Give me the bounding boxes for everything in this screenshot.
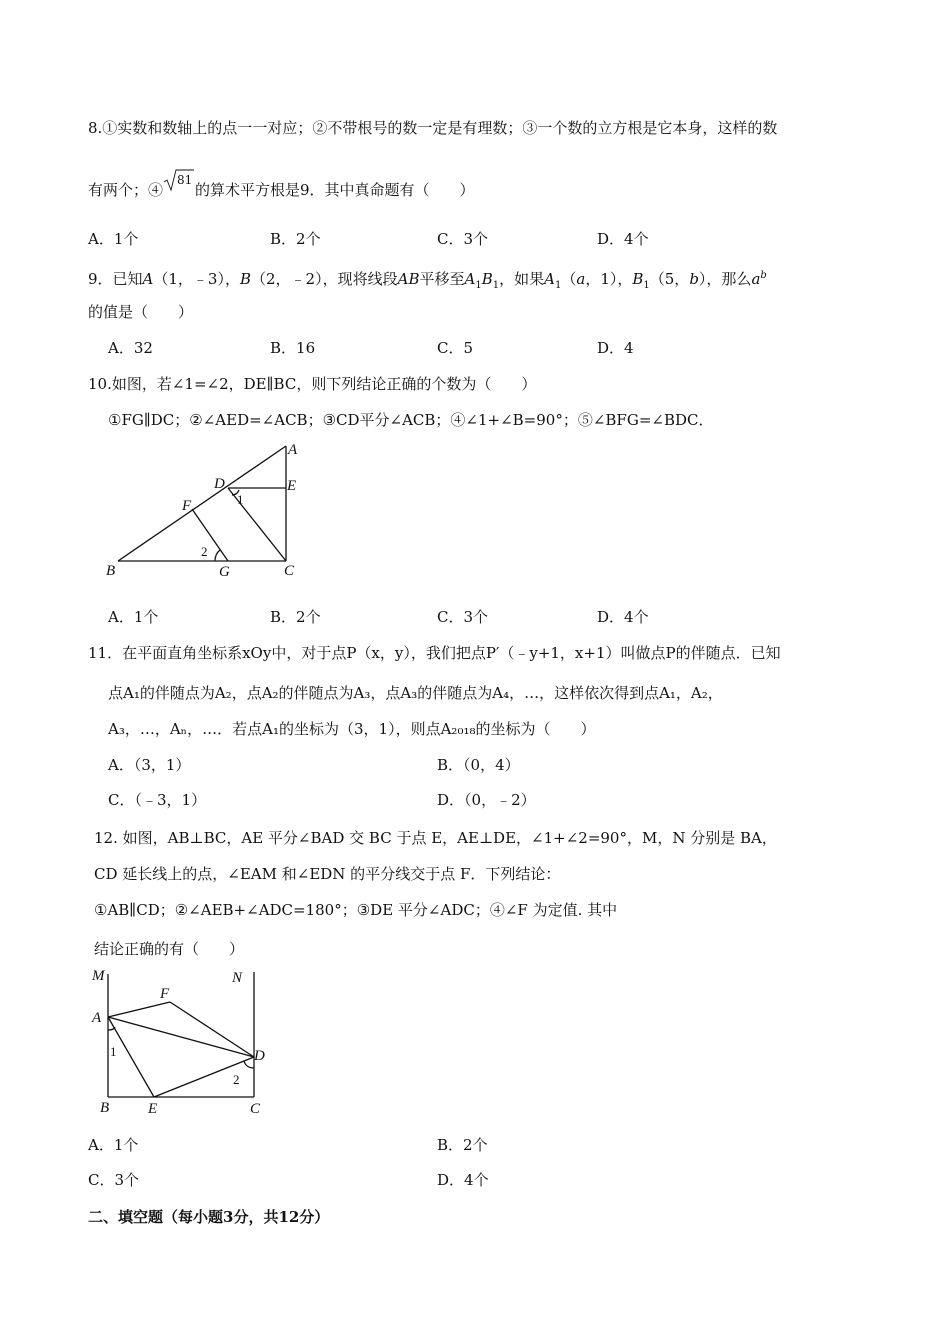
sqrt-81 (163, 173, 195, 200)
q9-power-exp: b (760, 270, 767, 281)
q12-line2: CD 延长线上的点，∠EAM 和∠EDN 的平分线交于点 F．下列结论： (94, 865, 561, 883)
label-f: F (160, 986, 170, 1002)
q12-line3: ①AB∥CD；②∠AEB+∠ADC=180°；③DE 平分∠ADC；④∠F 为定值. 其中 (94, 901, 618, 919)
label-c: C (284, 563, 295, 579)
q8-line2-post: 的算术平方根是9．其中真命题有（ ） (195, 181, 475, 199)
q9-t9: ），那么 (698, 270, 752, 288)
segment-fd (170, 1002, 254, 1057)
q10-option-b: B．2个 (270, 608, 321, 626)
label-a: A (288, 442, 298, 458)
q8-line1: 8.①实数和数轴上的点一一对应；②不带根号的数一定是有理数；③一个数的立方根是它本身，这样的数 (88, 119, 778, 137)
q9-point-b: B (239, 270, 252, 288)
q8-option-d: D．4个 (597, 230, 649, 248)
q9-a1-point: A (544, 270, 555, 288)
q11-option-c: C．（﹣3，1） (108, 791, 207, 809)
section-2-heading: 二、填空题（每小题3分，共12分） (88, 1208, 330, 1226)
q10-figure (100, 438, 310, 583)
q9-sub3: 1 (554, 280, 562, 291)
label-f: F (182, 498, 192, 514)
segment-ad (108, 1017, 254, 1057)
label-angle-2: 2 (201, 544, 208, 559)
q9-t7: ，1）， (585, 270, 633, 288)
label-m: M (92, 968, 105, 984)
q11-option-d: D．（0，﹣2） (437, 791, 536, 809)
label-angle-1: 1 (110, 1044, 117, 1059)
label-e: E (287, 478, 297, 494)
label-b: B (106, 563, 116, 579)
angle-2-arc (244, 1061, 254, 1068)
q9-option-c: C．5 (437, 339, 474, 357)
q9-t4: 平移至 (419, 270, 465, 288)
q8-line2 (88, 173, 475, 200)
q9-sub4: 1 (643, 280, 650, 291)
q8-line2-pre: 有两个；④ (88, 181, 164, 199)
q9-line2: 的值是（ ） (88, 303, 194, 321)
angle-2-arc (215, 550, 220, 561)
label-b: B (100, 1100, 110, 1116)
q11-option-a: A．（3，1） (108, 756, 191, 774)
q11-line1: 11．在平面直角坐标系xOy中，对于点P（x，y），我们把点P′（﹣y+1，x+1）叫做点P的伴随点．已知 (88, 644, 781, 662)
q12-figure (86, 962, 276, 1122)
q9-var-b: b (689, 270, 699, 288)
q11-line2: 点A₁的伴随点为A₂，点A₂的伴随点为A₃，点A₃的伴随点为A₄，…，这样依次得到点A₁，A₂， (108, 684, 723, 702)
q9-t5: ，如果 (499, 270, 545, 288)
q9-segment-ab: AB (397, 270, 420, 288)
label-e: E (148, 1101, 158, 1117)
q9-b1-point: B (632, 270, 644, 288)
q9-t8: （5， (649, 270, 690, 288)
label-g: G (219, 564, 230, 580)
label-d: D (214, 476, 225, 492)
label-a: A (92, 1010, 102, 1026)
q9-t1: 9．已知 (88, 270, 143, 288)
segment-af (108, 1002, 170, 1017)
q9-line1 (88, 266, 767, 296)
q10-line2: ①FG∥DC；②∠AED=∠ACB；③CD平分∠ACB；④∠1+∠B=90°；⑤∠BFG=∠BDC． (108, 411, 714, 429)
q8-option-a: A．1个 (88, 230, 139, 248)
q9-var-a: a (576, 270, 586, 288)
q12-option-d: D．4个 (437, 1171, 489, 1189)
q12-option-c: C．3个 (88, 1171, 140, 1189)
q9-a1: A (464, 270, 476, 288)
q8-option-b: B．2个 (270, 230, 321, 248)
q10-line1: 10.如图，若∠1=∠2，DE∥BC，则下列结论正确的个数为（ ） (88, 375, 537, 393)
q9-t3: （2，﹣2），现将线段 (251, 270, 398, 288)
q9-b1: B (481, 270, 493, 288)
segment-fg (192, 509, 228, 561)
q10-option-d: D．4个 (597, 608, 649, 626)
q9-t2: （1，﹣3）， (153, 270, 240, 288)
q12-option-b: B．2个 (437, 1136, 488, 1154)
q11-option-b: B．（0，4） (437, 756, 520, 774)
q9-option-d: D．4 (597, 339, 634, 357)
q9-point-a: A (142, 270, 154, 288)
q9-option-a: A．32 (108, 339, 153, 357)
q11-line3: A₃，…，Aₙ，…．若点A₁的坐标为（3，1），则点A₂₀₁₈的坐标为（ ） (108, 720, 596, 738)
q9-power-base: a (751, 270, 761, 288)
q9-sub1: 1 (475, 280, 482, 291)
q9-t6: （ (561, 270, 577, 288)
q12-line4: 结论正确的有（ ） (94, 940, 245, 958)
q10-option-a: A．1个 (108, 608, 159, 626)
q10-option-c: C．3个 (437, 608, 489, 626)
label-n: N (232, 970, 243, 986)
label-c: C (250, 1101, 261, 1117)
radicand: 81 (177, 173, 193, 187)
q12-line1: 12. 如图，AB⊥BC，AE 平分∠BAD 交 BC 于点 E，AE⊥DE，∠1+∠2=90°，M，N 分别是 BA， (94, 829, 777, 847)
q8-option-c: C．3个 (437, 230, 489, 248)
label-angle-1: 1 (237, 492, 244, 507)
q9-option-b: B．16 (270, 339, 316, 357)
label-angle-2: 2 (233, 1072, 240, 1087)
label-d: D (254, 1048, 265, 1064)
q12-option-a: A．1个 (88, 1136, 139, 1154)
q9-sub2: 1 (492, 280, 500, 291)
